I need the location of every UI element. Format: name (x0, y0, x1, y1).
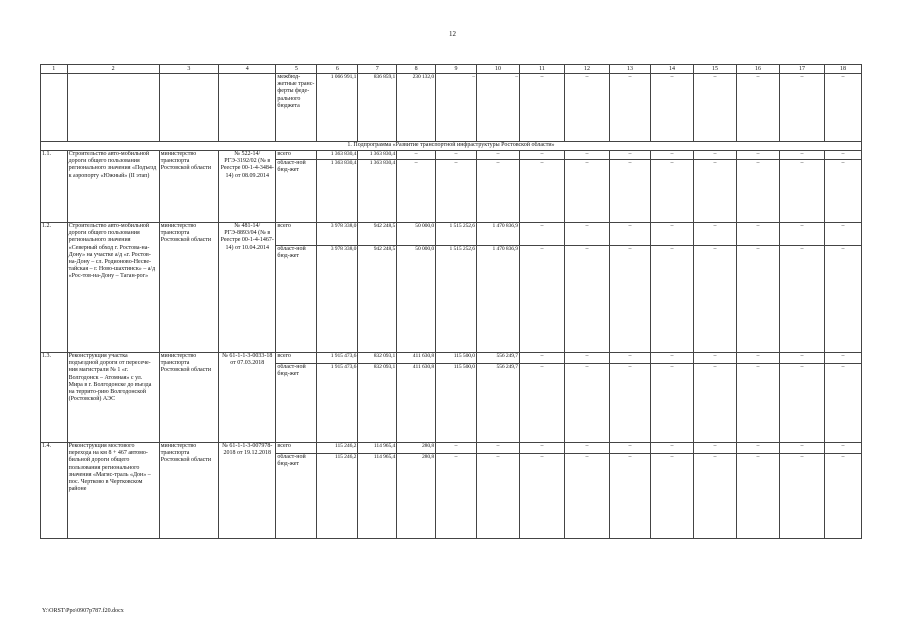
funding-value: – (650, 443, 693, 454)
funding-value: – (565, 443, 610, 454)
funding-value: 115 500,0 (436, 353, 477, 364)
column-number: 5 (276, 65, 317, 74)
funding-value: 50 000,0 (397, 223, 436, 246)
column-number: 7 (358, 65, 397, 74)
funding-value: 832 093,1 (358, 364, 397, 443)
funding-value: – (824, 353, 861, 364)
column-number: 9 (436, 65, 477, 74)
funding-value: – (436, 454, 477, 539)
funding-value: 114 965,4 (358, 443, 397, 454)
funding-value: – (824, 223, 861, 246)
column-number: 16 (736, 65, 779, 74)
funding-value: 836 859,1 (358, 74, 397, 142)
funding-value: – (565, 160, 610, 223)
funding-value: 3 978 338,0 (317, 246, 358, 353)
funding-value: 556 249,7 (477, 353, 520, 364)
funding-value: – (779, 353, 824, 364)
funding-value: – (736, 246, 779, 353)
funding-value: – (779, 454, 824, 539)
funding-value: – (519, 443, 564, 454)
funding-value: 1 363 830,4 (317, 160, 358, 223)
funding-value: – (650, 160, 693, 223)
funding-value: – (693, 151, 736, 160)
funding-value: 1 066 991,1 (317, 74, 358, 142)
funding-value: 280,8 (397, 443, 436, 454)
column-number: 4 (219, 65, 276, 74)
funding-value: – (610, 151, 651, 160)
funding-value: – (650, 454, 693, 539)
object-name: Реконструкция участка подъездной дороги от пересече-ния магистрали № 1 «г. Волгодонск – Атомная» с ул. Мира в г. Волгодонске до въезда на террито-рию Волгодонской (Ростовской) АЭС (67, 353, 159, 443)
funding-value: – (519, 151, 564, 160)
funding-value: 115 246,2 (317, 454, 358, 539)
object-name: Реконструкция мостового перехода на км 8 + 467 автомо-бильной дороги общего пользования регионального значения «Магис-траль «Дон» – пос. Чертково в Чертковском районе (67, 443, 159, 539)
funding-value: – (436, 443, 477, 454)
funding-value: – (436, 151, 477, 160)
funding-source: област-ной бюд-жет (276, 454, 317, 539)
column-number: 17 (779, 65, 824, 74)
empty-cell (67, 74, 159, 142)
funding-source: межбюд-жетные транс-ферты феде-рального бюджета (276, 74, 317, 142)
funding-value: – (824, 443, 861, 454)
funding-value: – (610, 74, 651, 142)
funding-value: 1 363 830,4 (358, 160, 397, 223)
funding-value: – (477, 160, 520, 223)
funding-value: 942 248,5 (358, 223, 397, 246)
funding-value: – (565, 223, 610, 246)
funding-value: – (693, 246, 736, 353)
table-row (41, 223, 862, 246)
row-number: 1.1. (41, 151, 68, 223)
funding-value: – (693, 454, 736, 539)
row-number: 1.2. (41, 223, 68, 353)
column-number: 13 (610, 65, 651, 74)
column-number: 6 (317, 65, 358, 74)
funding-value: – (693, 353, 736, 364)
column-number: 8 (397, 65, 436, 74)
funding-value: 115 246,2 (317, 443, 358, 454)
column-number: 15 (693, 65, 736, 74)
funding-value: – (824, 364, 861, 443)
document-reference: № 481-14/РГЭ-8893/04 (№ в Реестре 00-1-4-1467-14) от 10.04.2014 (219, 223, 276, 353)
funding-value: 1 915 473,6 (317, 353, 358, 364)
funding-value: – (693, 160, 736, 223)
page-number: 12 (449, 30, 456, 38)
document-reference: № 61-1-1-3-007978-2018 от 19.12.2018 (219, 443, 276, 539)
funding-value: 832 093,1 (358, 353, 397, 364)
funding-value: – (436, 160, 477, 223)
executor: министерство транспорта Ростовской области (159, 223, 218, 353)
funding-value: – (736, 443, 779, 454)
funding-value: – (477, 151, 520, 160)
funding-value: 1 515 252,6 (436, 223, 477, 246)
funding-value: – (779, 246, 824, 353)
funding-value: – (477, 443, 520, 454)
funding-value: – (519, 74, 564, 142)
funding-value: – (610, 364, 651, 443)
funding-value: – (779, 160, 824, 223)
document-reference: № 61-1-1-3-0033-18 от 07.03.2018 (219, 353, 276, 443)
funding-value: – (779, 74, 824, 142)
funding-value: – (565, 364, 610, 443)
funding-value: – (565, 353, 610, 364)
funding-source: област-ной бюд-жет (276, 160, 317, 223)
funding-value: – (736, 454, 779, 539)
object-name: Строительство авто-мобильной дороги общего пользования регионального значения «Северный обход г. Ростова-на-Дону» на участке а/д «г. Ростов-на-Дону – сл. Родионово-Несве-тайская – г. Ново-шахтинск» – а/д «Рос-тов-на-Дону – Таган-рог» (67, 223, 159, 353)
funding-value: – (477, 454, 520, 539)
funding-value: – (477, 74, 520, 142)
funding-value: – (610, 353, 651, 364)
subprogram-title: 1. Подпрограмма «Развитие транспортной инфраструктуры Ростовской области» (41, 142, 862, 151)
funding-value: – (693, 223, 736, 246)
footer-file-path: Y:\ORST\Ppo\0907p787.f20.docx (42, 608, 124, 614)
funding-value: – (824, 246, 861, 353)
funding-source: всего (276, 151, 317, 160)
funding-value: 1 470 836,9 (477, 223, 520, 246)
funding-value: – (779, 151, 824, 160)
column-number: 12 (565, 65, 610, 74)
document-reference: № 522-14/РГЭ-3192/02 (№ в Реестре 00-1-4-3484-14) от 08.09.2014 (219, 151, 276, 223)
table-row (41, 151, 862, 160)
column-number: 1 (41, 65, 68, 74)
funding-value: – (736, 223, 779, 246)
funding-value: 556 249,7 (477, 364, 520, 443)
funding-source: всего (276, 223, 317, 246)
column-number: 11 (519, 65, 564, 74)
funding-value: – (610, 223, 651, 246)
funding-value: – (736, 74, 779, 142)
financing-table (40, 64, 862, 539)
funding-value: 1 363 830,4 (317, 151, 358, 160)
continuation-row (41, 74, 862, 142)
table-row (41, 353, 862, 364)
empty-cell (41, 74, 68, 142)
funding-value: – (519, 246, 564, 353)
funding-value: 1 470 836,9 (477, 246, 520, 353)
funding-value: 50 000,0 (397, 246, 436, 353)
funding-value: – (565, 151, 610, 160)
funding-value: – (693, 364, 736, 443)
subprogram-row (41, 142, 862, 151)
funding-value: – (779, 443, 824, 454)
funding-value: – (736, 151, 779, 160)
object-name: Строительство авто-мобильной дороги общего пользования регионального значения «Подъезд к аэропорту «Южный» (II этап) (67, 151, 159, 223)
column-number: 18 (824, 65, 861, 74)
funding-value: – (610, 246, 651, 353)
column-number: 2 (67, 65, 159, 74)
funding-value: 411 630,8 (397, 353, 436, 364)
funding-value: – (610, 443, 651, 454)
column-number-row (41, 65, 862, 74)
funding-value: – (610, 454, 651, 539)
empty-cell (219, 74, 276, 142)
funding-value: – (736, 160, 779, 223)
funding-value: – (519, 454, 564, 539)
executor: министерство транспорта Ростовской области (159, 353, 218, 443)
funding-value: – (824, 74, 861, 142)
funding-value: – (779, 364, 824, 443)
funding-value: – (565, 74, 610, 142)
column-number: 3 (159, 65, 218, 74)
funding-source: всего (276, 443, 317, 454)
column-number: 14 (650, 65, 693, 74)
funding-source: всего (276, 353, 317, 364)
funding-value: – (824, 160, 861, 223)
funding-value: – (779, 223, 824, 246)
funding-value: 942 248,5 (358, 246, 397, 353)
funding-value: 230 132,0 (397, 74, 436, 142)
funding-value: 3 978 338,0 (317, 223, 358, 246)
funding-value: – (650, 364, 693, 443)
funding-value: – (565, 246, 610, 353)
funding-value: 1 363 830,4 (358, 151, 397, 160)
funding-source: област-ной бюд-жет (276, 364, 317, 443)
funding-value: 411 630,8 (397, 364, 436, 443)
executor: министерство транспорта Ростовской области (159, 443, 218, 539)
funding-value: – (736, 353, 779, 364)
funding-value: – (650, 223, 693, 246)
funding-value: – (736, 364, 779, 443)
funding-value: 114 965,4 (358, 454, 397, 539)
funding-value: – (650, 74, 693, 142)
column-number: 10 (477, 65, 520, 74)
funding-value: 1 515 252,6 (436, 246, 477, 353)
funding-source: област-ной бюд-жет (276, 246, 317, 353)
funding-value: 280,8 (397, 454, 436, 539)
row-number: 1.3. (41, 353, 68, 443)
funding-value: – (824, 454, 861, 539)
funding-value: – (519, 364, 564, 443)
funding-value: 115 500,0 (436, 364, 477, 443)
funding-value: – (650, 353, 693, 364)
funding-value: – (436, 74, 477, 142)
funding-value: – (397, 151, 436, 160)
funding-value: – (824, 151, 861, 160)
table-row (41, 443, 862, 454)
funding-value: – (397, 160, 436, 223)
executor: министерство транспорта Ростовской области (159, 151, 218, 223)
funding-value: – (519, 353, 564, 364)
funding-value: – (650, 151, 693, 160)
empty-cell (159, 74, 218, 142)
funding-value: – (693, 74, 736, 142)
funding-value: – (565, 454, 610, 539)
funding-value: – (519, 223, 564, 246)
funding-value: – (693, 443, 736, 454)
funding-value: – (610, 160, 651, 223)
row-number: 1.4. (41, 443, 68, 539)
funding-value: 1 915 473,6 (317, 364, 358, 443)
funding-value: – (650, 246, 693, 353)
funding-value: – (519, 160, 564, 223)
